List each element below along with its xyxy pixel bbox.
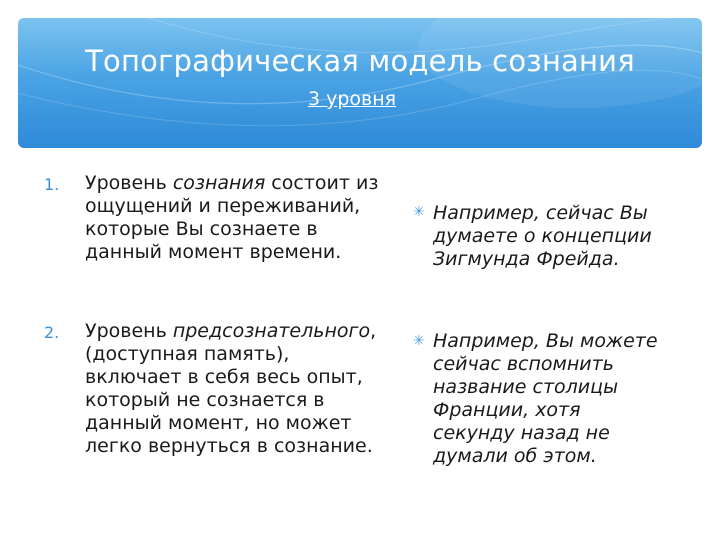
- list-item-consciousness: [85, 172, 385, 264]
- banner-decoration: [18, 18, 702, 148]
- list-item-preconscious: [85, 320, 385, 458]
- item-text: , (доступная память), включает в себя весь опыт, который не сознается в данный момент, но может легко вернуться в сознание.: [85, 320, 377, 457]
- item-prefix: Уровень: [85, 172, 173, 194]
- asterisk-bullet-icon: ✳: [413, 204, 425, 220]
- item-text: состоит из ощущений и переживаний, которые Вы сознаете в данный момент времени.: [85, 172, 379, 263]
- example-2: Например, Вы можете сейчас вспомнить название столицы Франции, хотя секунду назад не думали об этом.: [433, 330, 658, 467]
- list-number: 1.: [44, 175, 60, 194]
- example-1: Например, сейчас Вы думаете о концепции Зигмунда Фрейда.: [433, 202, 652, 270]
- page-title: Топографическая модель сознания: [85, 44, 635, 78]
- asterisk-bullet-icon: ✳: [413, 333, 425, 349]
- item-prefix: Уровень: [85, 320, 173, 342]
- item-emphasis: сознания: [172, 172, 266, 194]
- title-banner: [18, 18, 702, 148]
- page-subtitle: 3 уровня: [308, 88, 397, 110]
- list-number: 2.: [44, 323, 60, 342]
- item-emphasis: предсознательного: [172, 320, 371, 342]
